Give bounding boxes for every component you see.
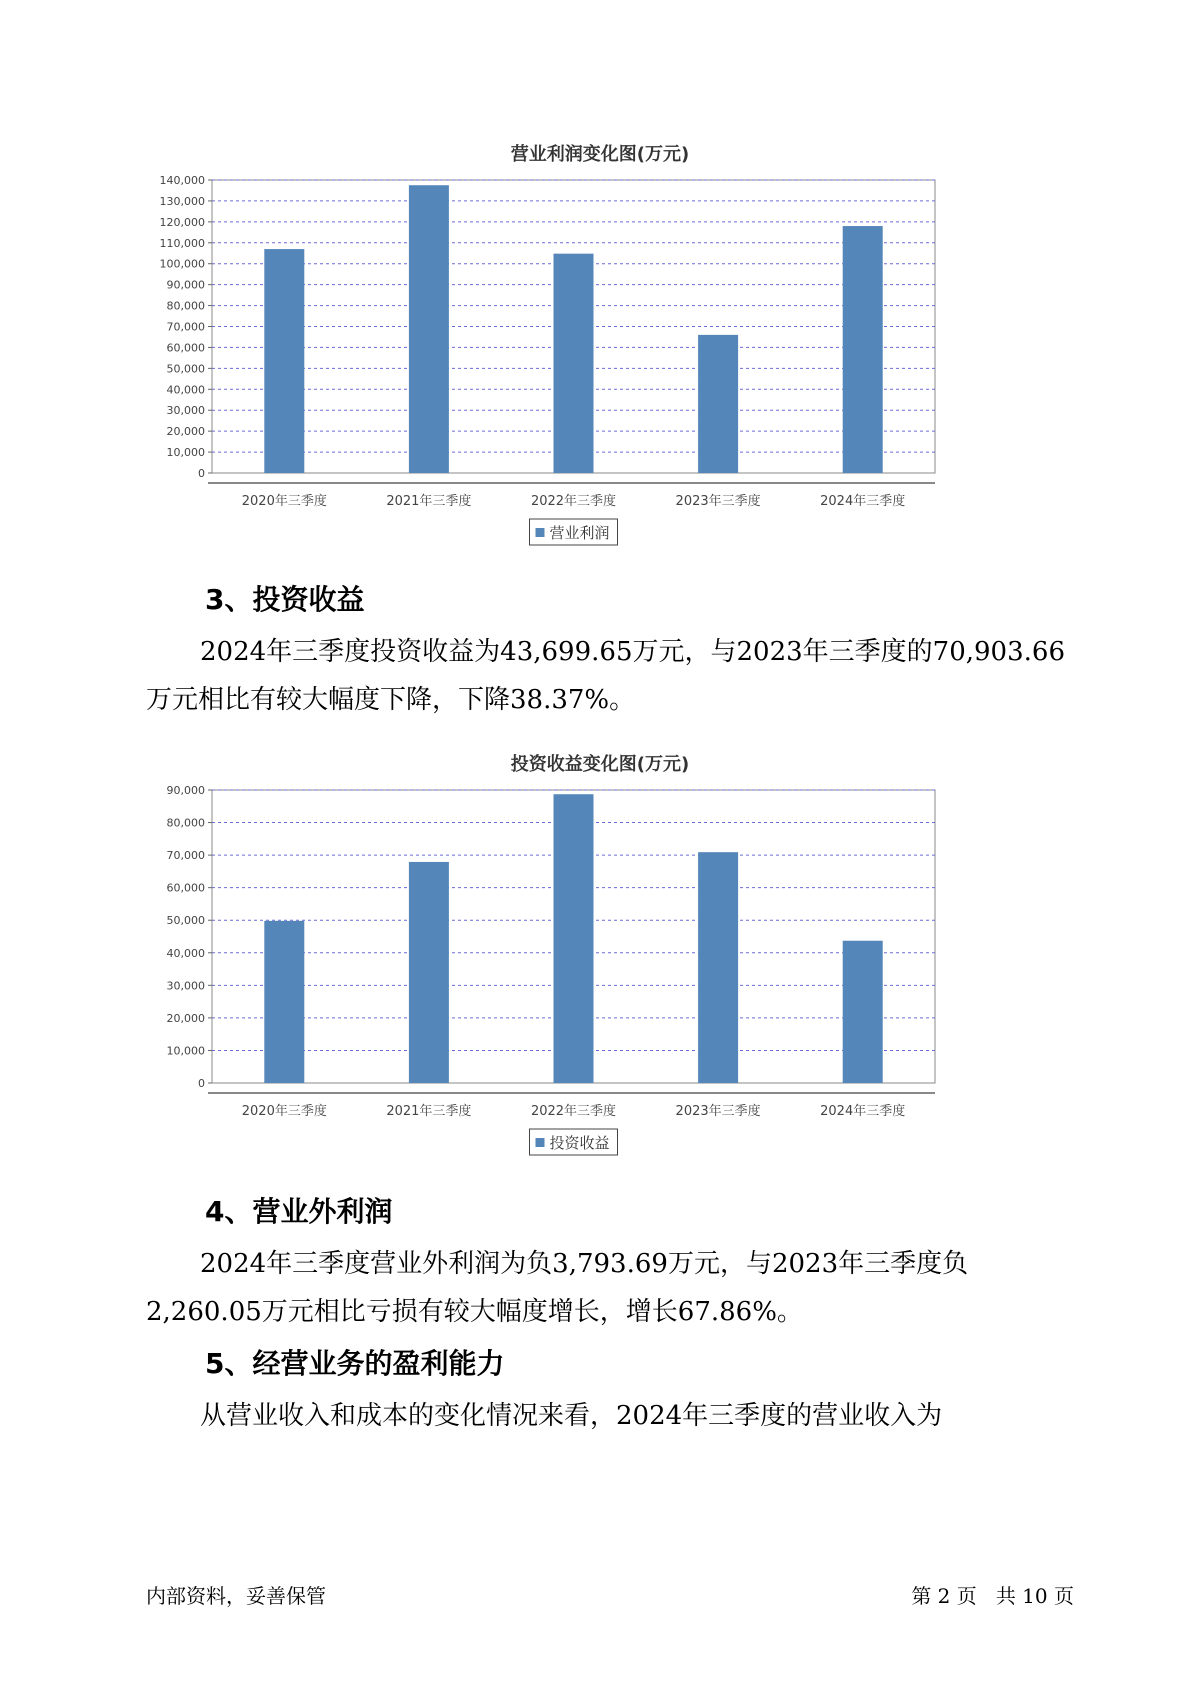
x-tick-label: 2020年三季度 bbox=[241, 494, 327, 509]
section-heading: 4、营业外利润 bbox=[205, 1195, 393, 1228]
chart-title: 营业利润变化图(万元) bbox=[510, 144, 690, 165]
legend-label: 营业利润 bbox=[549, 524, 610, 542]
y-tick-label: 10,000 bbox=[166, 1044, 205, 1058]
y-tick-label: 80,000 bbox=[166, 299, 205, 313]
section-paragraph: 2024年三季度投资收益为43,699.65万元，与2023年三季度的70,903.66万元相比有较大幅度下降，下降38.37%。 bbox=[146, 637, 1065, 715]
y-tick-label: 90,000 bbox=[166, 278, 205, 292]
y-tick-label: 140,000 bbox=[159, 174, 205, 187]
x-tick-label: 2020年三季度 bbox=[241, 1104, 327, 1119]
x-tick-label: 2023年三季度 bbox=[675, 1104, 761, 1119]
y-tick-label: 60,000 bbox=[166, 341, 205, 355]
x-tick-label: 2021年三季度 bbox=[386, 1104, 472, 1119]
x-tick-label: 2022年三季度 bbox=[530, 1104, 617, 1119]
y-tick-label: 20,000 bbox=[166, 425, 205, 439]
section-paragraph: 从营业收入和成本的变化情况来看，2024年三季度的营业收入为 bbox=[200, 1401, 943, 1431]
bar bbox=[554, 254, 594, 473]
section-paragraph: 2024年三季度营业外利润为负3,793.69万元，与2023年三季度负2,260.05万元相比亏损有较大幅度增长，增长67.86%。 bbox=[146, 1249, 969, 1327]
x-tick-label: 2021年三季度 bbox=[386, 494, 472, 509]
bar bbox=[264, 921, 304, 1083]
bar bbox=[843, 941, 883, 1083]
x-tick-label: 2024年三季度 bbox=[820, 494, 906, 509]
y-tick-label: 0 bbox=[198, 1077, 205, 1090]
bar bbox=[409, 185, 449, 473]
y-tick-label: 110,000 bbox=[159, 236, 205, 250]
legend-label: 投资收益 bbox=[549, 1134, 610, 1152]
y-tick-label: 30,000 bbox=[166, 404, 205, 418]
y-tick-label: 80,000 bbox=[166, 816, 205, 830]
bar bbox=[698, 852, 738, 1083]
legend-swatch bbox=[536, 1138, 545, 1147]
y-tick-label: 70,000 bbox=[166, 320, 205, 334]
x-tick-label: 2022年三季度 bbox=[530, 494, 617, 509]
bar bbox=[554, 794, 594, 1083]
y-tick-label: 40,000 bbox=[166, 383, 205, 397]
section-heading: 5、经营业务的盈利能力 bbox=[205, 1347, 505, 1380]
chart-title: 投资收益变化图(万元) bbox=[510, 754, 690, 775]
x-tick-label: 2023年三季度 bbox=[675, 494, 761, 509]
bar bbox=[264, 249, 304, 473]
y-tick-label: 120,000 bbox=[159, 215, 205, 229]
footer-confidential-note: 内部资料，妥善保管 bbox=[146, 1584, 326, 1608]
y-tick-label: 50,000 bbox=[166, 914, 205, 928]
legend-swatch bbox=[536, 528, 545, 537]
section-heading: 3、投资收益 bbox=[205, 583, 365, 616]
y-tick-label: 130,000 bbox=[159, 194, 205, 208]
bar bbox=[409, 862, 449, 1083]
y-tick-label: 0 bbox=[198, 467, 205, 480]
y-tick-label: 90,000 bbox=[166, 784, 205, 797]
y-tick-label: 100,000 bbox=[159, 257, 205, 271]
y-tick-label: 30,000 bbox=[166, 979, 205, 993]
y-tick-label: 60,000 bbox=[166, 881, 205, 895]
y-tick-label: 50,000 bbox=[166, 362, 205, 376]
chart-svg bbox=[150, 785, 1050, 1205]
y-tick-label: 10,000 bbox=[166, 446, 205, 460]
footer-page-number: 第 2 页 共 10 页 bbox=[911, 1584, 1074, 1608]
chart-svg bbox=[150, 175, 1050, 595]
bar bbox=[843, 226, 883, 473]
bar bbox=[698, 335, 738, 473]
x-tick-label: 2024年三季度 bbox=[820, 1104, 906, 1119]
y-tick-label: 20,000 bbox=[166, 1011, 205, 1025]
y-tick-label: 70,000 bbox=[166, 849, 205, 863]
y-tick-label: 40,000 bbox=[166, 946, 205, 960]
